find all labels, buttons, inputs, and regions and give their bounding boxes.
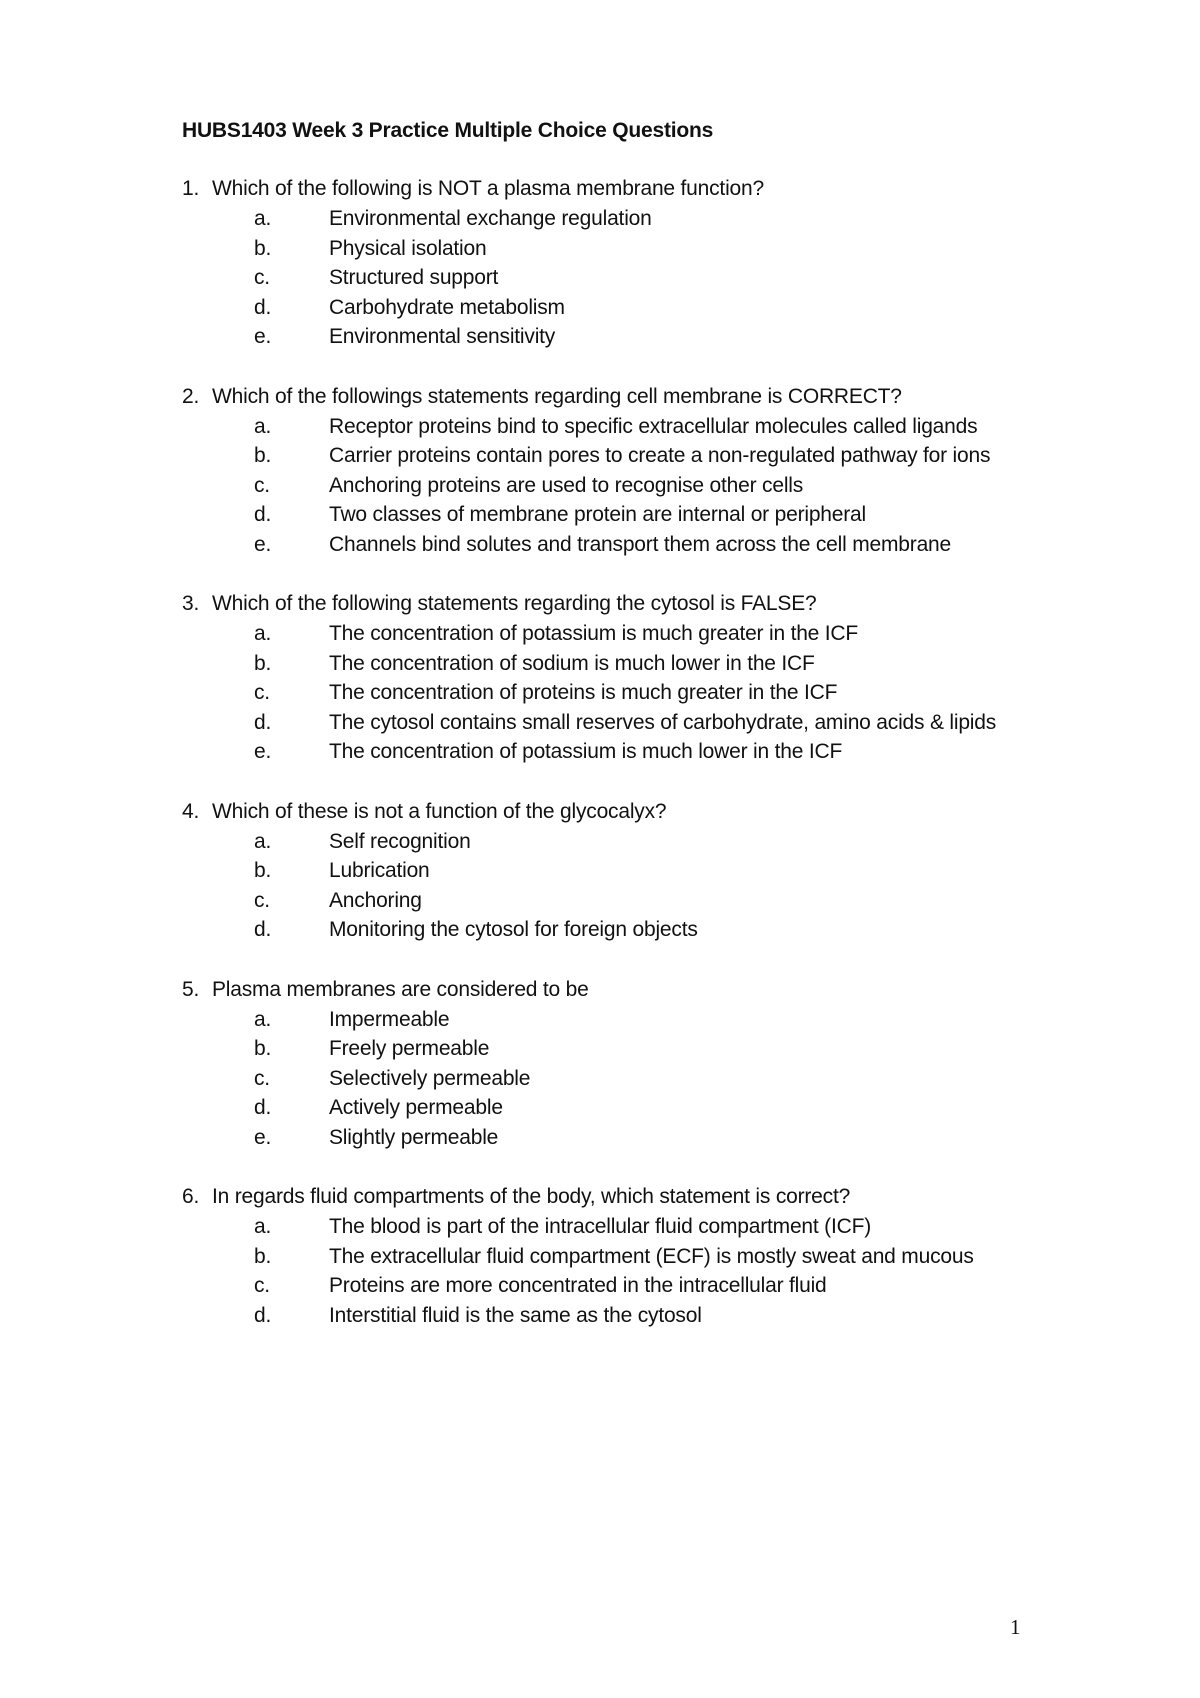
option-letter: e.	[254, 740, 272, 763]
question-6	[182, 1182, 1102, 1330]
answer-option	[182, 441, 1102, 471]
answer-option	[182, 708, 1102, 738]
option-text: Environmental sensitivity	[329, 325, 556, 348]
question-number: 4.	[182, 799, 200, 823]
question-text: Plasma membranes are considered to be	[212, 977, 589, 1001]
option-text: The cytosol contains small reserves of carbohydrate, amino acids & lipids	[329, 710, 997, 734]
question-text: In regards fluid compartments of the body, which statement is correct?	[212, 1185, 851, 1208]
option-text: Receptor proteins bind to specific extracellular molecules called ligands	[329, 414, 978, 438]
answer-option	[182, 827, 1102, 857]
page-number: 1	[1010, 1615, 1021, 1639]
question-text: Which of the followings statements regarding cell membrane is CORRECT?	[212, 384, 902, 408]
answer-option	[182, 886, 1102, 916]
option-text: Actively permeable	[329, 1096, 503, 1119]
option-letter: d.	[254, 295, 272, 319]
question-number: 1.	[182, 177, 200, 200]
option-text: Anchoring proteins are used to recognise other cells	[329, 473, 804, 497]
answer-option	[182, 204, 1102, 234]
option-letter: e.	[254, 325, 272, 348]
option-text: Physical isolation	[329, 236, 487, 260]
answer-option	[182, 322, 1102, 352]
option-text: Environmental exchange regulation	[329, 207, 652, 230]
question-stem	[182, 975, 1102, 1005]
option-text: The concentration of sodium is much lower in the ICF	[329, 651, 815, 675]
answer-option	[182, 530, 1102, 560]
question-stem	[182, 174, 1102, 204]
option-text: Selectively permeable	[329, 1066, 531, 1090]
question-2	[182, 382, 1102, 560]
option-letter: e.	[254, 532, 272, 556]
option-text: The extracellular fluid compartment (ECF) is mostly sweat and mucous	[329, 1244, 974, 1268]
option-letter: d.	[254, 1303, 272, 1327]
answer-option	[182, 1123, 1102, 1153]
option-letter: d.	[254, 1096, 272, 1119]
answer-option	[182, 737, 1102, 767]
answer-options	[182, 1005, 1102, 1153]
option-text: Proteins are more concentrated in the intracellular fluid	[329, 1274, 827, 1297]
answer-option	[182, 234, 1102, 264]
option-text: Lubrication	[329, 859, 430, 882]
option-letter: e.	[254, 1125, 272, 1149]
option-text: Two classes of membrane protein are internal or peripheral	[329, 503, 867, 526]
question-stem	[182, 797, 1102, 827]
question-1	[182, 174, 1102, 352]
question-number: 6.	[182, 1185, 200, 1208]
option-text: The blood is part of the intracellular fluid compartment (ICF)	[329, 1215, 871, 1238]
answer-option	[182, 619, 1102, 649]
answer-option	[182, 471, 1102, 501]
answer-option	[182, 1212, 1102, 1242]
option-text: Anchoring	[329, 888, 422, 912]
option-letter: a.	[254, 1007, 272, 1031]
option-letter: b.	[254, 1037, 272, 1060]
question-4	[182, 797, 1102, 945]
answer-option	[182, 412, 1102, 442]
question-5	[182, 975, 1102, 1153]
answer-option	[182, 1093, 1102, 1123]
question-number: 5.	[182, 977, 200, 1001]
option-letter: c.	[254, 681, 270, 704]
option-text: Impermeable	[329, 1007, 450, 1031]
question-text: Which of the following is NOT a plasma membrane function?	[212, 177, 764, 200]
option-letter: b.	[254, 859, 272, 882]
question-3	[182, 589, 1102, 767]
answer-option	[182, 293, 1102, 323]
option-letter: c.	[254, 1274, 270, 1297]
option-letter: d.	[254, 503, 272, 526]
document-title: HUBS1403 Week 3 Practice Multiple Choice Questions	[182, 119, 714, 142]
answer-option	[182, 263, 1102, 293]
answer-options	[182, 1212, 1102, 1330]
option-letter: c.	[254, 266, 270, 289]
answer-option	[182, 1242, 1102, 1272]
answer-option	[182, 1034, 1102, 1064]
answer-option	[182, 1301, 1102, 1331]
question-list	[182, 174, 1102, 1330]
option-letter: b.	[254, 236, 272, 260]
question-number: 2.	[182, 384, 200, 408]
option-text: Carrier proteins contain pores to create a non-regulated pathway for ions	[329, 444, 991, 467]
option-letter: b.	[254, 1244, 272, 1268]
option-letter: c.	[254, 888, 270, 912]
option-letter: c.	[254, 473, 270, 497]
answer-option	[182, 915, 1102, 945]
option-letter: d.	[254, 918, 272, 941]
answer-option	[182, 856, 1102, 886]
answer-option	[182, 1005, 1102, 1035]
option-letter: a.	[254, 829, 272, 853]
answer-option	[182, 1064, 1102, 1094]
answer-options	[182, 619, 1102, 767]
option-text: Interstitial fluid is the same as the cytosol	[329, 1303, 702, 1327]
option-text: Freely permeable	[329, 1037, 490, 1060]
answer-options	[182, 204, 1102, 352]
option-letter: c.	[254, 1066, 270, 1090]
option-text: The concentration of potassium is much lower in the ICF	[329, 740, 843, 763]
option-letter: d.	[254, 710, 272, 734]
option-text: Carbohydrate metabolism	[329, 295, 565, 319]
option-text: Monitoring the cytosol for foreign objects	[329, 918, 698, 941]
option-text: Channels bind solutes and transport them across the cell membrane	[329, 532, 952, 556]
option-letter: a.	[254, 1215, 272, 1238]
answer-options	[182, 412, 1102, 560]
answer-option	[182, 1271, 1102, 1301]
answer-option	[182, 500, 1102, 530]
option-text: The concentration of proteins is much greater in the ICF	[329, 681, 838, 704]
question-stem	[182, 589, 1102, 619]
answer-option	[182, 678, 1102, 708]
option-letter: b.	[254, 651, 272, 675]
option-letter: a.	[254, 207, 272, 230]
answer-option	[182, 649, 1102, 679]
option-letter: a.	[254, 414, 272, 438]
option-letter: a.	[254, 622, 272, 645]
question-text: Which of these is not a function of the glycocalyx?	[212, 799, 667, 823]
question-stem	[182, 1182, 1102, 1212]
option-text: Self recognition	[329, 829, 471, 853]
question-number: 3.	[182, 592, 200, 615]
option-letter: b.	[254, 444, 272, 467]
answer-options	[182, 827, 1102, 945]
option-text: Structured support	[329, 266, 499, 289]
document-body	[182, 116, 1102, 1360]
option-text: The concentration of potassium is much greater in the ICF	[329, 622, 859, 645]
option-text: Slightly permeable	[329, 1125, 499, 1149]
question-text: Which of the following statements regarding the cytosol is FALSE?	[212, 592, 817, 615]
question-stem	[182, 382, 1102, 412]
